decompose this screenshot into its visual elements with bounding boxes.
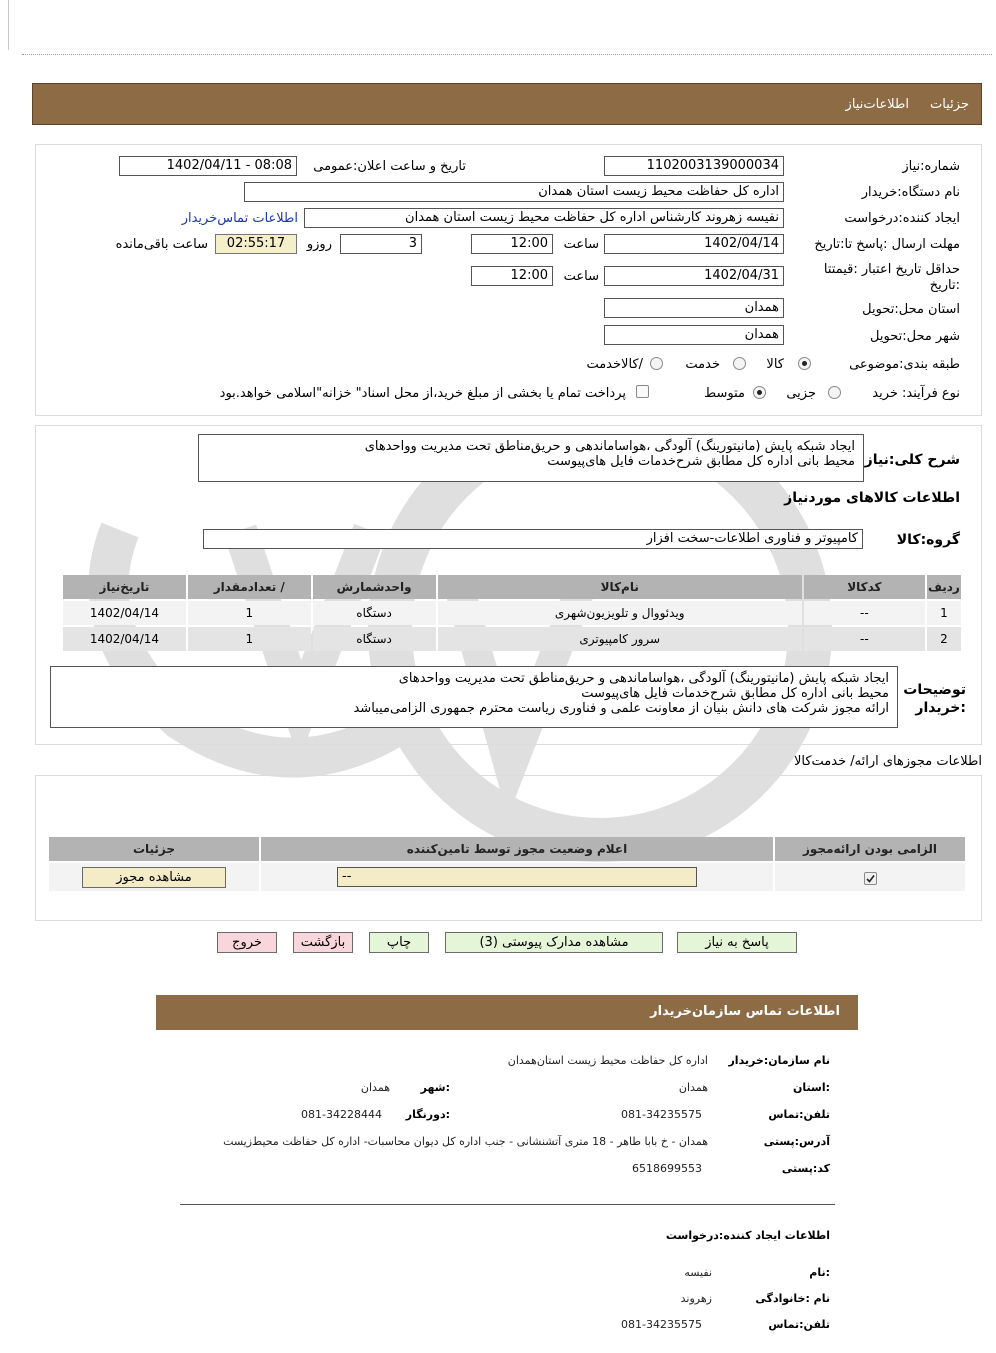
- validity-label: حداقل تاریخ اعتبار :قیمتتا: [823, 262, 960, 277]
- process-radio-medium[interactable]: [753, 386, 766, 399]
- category-option-service: خدمت: [685, 357, 720, 372]
- cell-goods-name: سرور کامپیوتری: [438, 627, 802, 651]
- contact-phone-value: 081-34235575: [621, 1108, 702, 1121]
- contact-city-label: :شهر: [420, 1081, 450, 1094]
- cell-need-date: 1402/04/14: [63, 601, 186, 625]
- buyer-contact-title: اطلاعات تماس سازمان‌خریدار: [650, 1004, 840, 1019]
- process-radio-minor[interactable]: [828, 386, 841, 399]
- buyer-org-label: نام دستگاه:خریدار: [861, 185, 960, 200]
- process-label: نوع فرآیند: خرید: [872, 386, 960, 401]
- tab-need-info[interactable]: اطلاعات‌نیاز: [845, 97, 909, 112]
- city-label: شهر محل:تحویل: [870, 329, 960, 344]
- validity-date-field: 1402/04/31: [604, 266, 784, 286]
- days-label: روزو: [306, 237, 332, 252]
- category-radio-goods-service[interactable]: [650, 357, 663, 370]
- days-field: 3: [340, 234, 422, 254]
- treasury-payment-note: پرداخت تمام یا بخشی از مبلغ خرید،از محل اسناد" خزانه"اسلامی خواهد.بود: [219, 386, 626, 401]
- contact-postal-label: کد:پستی: [781, 1162, 830, 1175]
- col-need-date: تاریخ‌نیاز: [63, 575, 186, 599]
- reply-to-need-button[interactable]: پاسخ به نیاز: [677, 932, 797, 953]
- category-radio-service[interactable]: [733, 357, 746, 370]
- col-unit: واحدشمارش: [313, 575, 436, 599]
- requester-label: ایجاد کننده:درخواست: [844, 211, 960, 226]
- cell-row-number: 1: [927, 601, 961, 625]
- contact-fax-value: 081-34228444: [301, 1108, 382, 1121]
- remaining-time-badge: 02:55:17: [215, 234, 297, 254]
- creator-name-value: نفیسه: [684, 1266, 712, 1279]
- category-label: طبقه بندی:موضوعی: [849, 357, 960, 372]
- tab-details[interactable]: جزئیات: [930, 97, 969, 112]
- table-row: [49, 863, 965, 891]
- contact-divider: [180, 1204, 835, 1205]
- creator-heading: اطلاعات ایجاد کننده:درخواست: [665, 1229, 830, 1242]
- summary-description: [198, 434, 864, 482]
- col-quantity: / تعدادمقدار: [188, 575, 311, 599]
- buyer-notes-line-2: محیط بانی اداره کل مطابق شرح‌خدمات فایل های‌پیوست: [581, 686, 889, 701]
- contact-province-label: :استان: [793, 1081, 830, 1094]
- process-option-minor: جزیی: [786, 386, 816, 401]
- col-row-number: ردیف: [927, 575, 961, 599]
- validity-hour-label: ساعت: [563, 269, 599, 284]
- category-option-goods: کالا: [766, 357, 784, 372]
- view-attachments-button[interactable]: مشاهده مدارک پیوستی (3): [445, 932, 663, 953]
- buyer-notes-box: [50, 666, 898, 728]
- deadline-date-field: 1402/04/14: [604, 234, 784, 254]
- contact-phone-label: تلفن:تماس: [768, 1108, 830, 1121]
- validity-time-field: 12:00: [471, 266, 553, 286]
- contact-city-value: همدان: [360, 1081, 390, 1094]
- cell-license-required: [775, 863, 965, 891]
- creator-name-label: :نام: [809, 1266, 830, 1279]
- goods-table-header: [63, 575, 961, 599]
- contact-address-label: آدرس:پستی: [763, 1135, 830, 1148]
- col-license-status: اعلام وضعیت مجوز توسط تامین‌کننده: [261, 837, 773, 861]
- contact-org-value: اداره کل حفاظت محیط زیست استان‌همدان: [507, 1054, 708, 1067]
- cell-goods-name: ویدئووال و تلویزیون‌شهری: [438, 601, 802, 625]
- goods-heading: اطلاعات کالاهای موردنیاز: [784, 490, 960, 506]
- buyer-notes-label-2: :خریدار: [915, 700, 966, 716]
- contact-org-label: نام سازمان:خریدار: [728, 1054, 830, 1067]
- back-button[interactable]: بازگشت: [293, 932, 353, 953]
- province-label: استان محل:تحویل: [862, 302, 960, 317]
- cell-goods-code: --: [804, 601, 925, 625]
- license-heading: اطلاعات مجوزهای ارائه/ خدمت‌کالا: [793, 754, 982, 769]
- creator-phone-label: تلفن:تماس: [768, 1318, 830, 1331]
- goods-table: [61, 573, 963, 653]
- creator-phone-value: 081-34235575: [621, 1318, 702, 1331]
- deadline-time-field: 12:00: [471, 234, 553, 254]
- col-license-details: جزئیات: [49, 837, 259, 861]
- cell-unit: دستگاه: [313, 601, 436, 625]
- col-goods-code: کدکالا: [804, 575, 925, 599]
- announce-field: 1402/04/11 - 08:08: [119, 156, 297, 176]
- summary-line-1: ایجاد شبکه پایش (مانیتورینگ) آلودگی ،هواساماندهی و حریق‌مناطق تحت مدیریت وواحدهای: [364, 439, 855, 454]
- requester-field: نفیسه زهروند کارشناس اداره کل حفاظت محیط زیست استان همدان: [304, 208, 784, 228]
- city-field: همدان: [604, 325, 784, 345]
- license-table: [47, 835, 967, 893]
- print-button[interactable]: چاپ: [369, 932, 429, 953]
- buyer-notes-line-3: ارائه مجوز شرکت های دانش بنیان از معاونت علمی و فناوری ریاست محترم جمهوری الزامی‌میباشد: [353, 701, 889, 716]
- cell-row-number: 2: [927, 627, 961, 651]
- cell-license-status: [261, 863, 773, 891]
- contact-address-value: همدان - خ بابا طاهر - 18 متری آتشنشانی - جنب اداره کل دیوان محاسبات- اداره کل حفاظت محیط‌زیست: [223, 1135, 708, 1148]
- exit-button[interactable]: خروج: [217, 932, 277, 953]
- group-field: کامپیوتر و فناوری اطلاعات-سخت افزار: [203, 529, 863, 549]
- table-row: [63, 601, 961, 625]
- page-left-border: [8, 0, 9, 50]
- col-license-required: الزامی بودن ارائه‌مجوز: [775, 837, 965, 861]
- announce-label: تاریخ و ساعت اعلان:عمومی: [313, 159, 466, 174]
- license-table-header: [49, 837, 965, 861]
- license-required-checkbox: [864, 872, 877, 885]
- category-option-goods-service: /کالاخدمت: [586, 357, 643, 372]
- top-divider: [22, 54, 992, 55]
- need-number-field: 1102003139000034: [604, 156, 784, 176]
- checkmark-icon: [865, 873, 876, 884]
- province-field: همدان: [604, 298, 784, 318]
- col-goods-name: نام‌کالا: [438, 575, 802, 599]
- buyer-contact-link[interactable]: اطلاعات تماس‌خریدار: [181, 211, 298, 226]
- cell-need-date: 1402/04/14: [63, 627, 186, 651]
- buyer-notes-line-1: ایجاد شبکه پایش (مانیتورینگ) آلودگی ،هواساماندهی و حریق‌مناطق تحت مدیریت وواحدهای: [398, 671, 889, 686]
- summary-label: شرح کلی:نیاز: [864, 452, 960, 468]
- table-row: [63, 627, 961, 651]
- deadline-label: مهلت ارسال :پاسخ تا:تاریخ: [814, 237, 960, 252]
- license-status-field: --: [337, 867, 697, 887]
- treasury-payment-checkbox[interactable]: [636, 385, 649, 398]
- buyer-notes-label: توضیحات: [903, 682, 966, 698]
- view-license-button[interactable]: مشاهده مجوز: [82, 867, 226, 888]
- category-radio-goods[interactable]: [798, 357, 811, 370]
- creator-family-label: نام :خانوادگی: [755, 1292, 830, 1305]
- process-option-medium: متوسط: [704, 386, 745, 401]
- contact-province-value: همدان: [678, 1081, 708, 1094]
- summary-line-2: محیط بانی اداره کل مطابق شرح‌خدمات فایل های‌پیوست: [547, 454, 855, 469]
- deadline-hour-label: ساعت: [563, 237, 599, 252]
- buyer-contact-header: [156, 995, 858, 1030]
- group-label: گروه:کالا: [896, 532, 960, 548]
- cell-license-details: [49, 863, 259, 891]
- remaining-label: ساعت باقی‌مانده: [115, 237, 208, 252]
- contact-fax-label: :دورنگار: [405, 1108, 450, 1121]
- contact-postal-value: 6518699553: [632, 1162, 702, 1175]
- cell-quantity: 1: [188, 601, 311, 625]
- buyer-org-field: اداره کل حفاظت محیط زیست استان همدان: [244, 182, 784, 202]
- need-number-label: شماره:نیاز: [902, 159, 960, 174]
- creator-family-value: زهروند: [680, 1292, 712, 1305]
- validity-label-2: :تاریخ: [929, 278, 960, 293]
- details-header-bar: [32, 83, 982, 125]
- cell-unit: دستگاه: [313, 627, 436, 651]
- cell-quantity: 1: [188, 627, 311, 651]
- cell-goods-code: --: [804, 627, 925, 651]
